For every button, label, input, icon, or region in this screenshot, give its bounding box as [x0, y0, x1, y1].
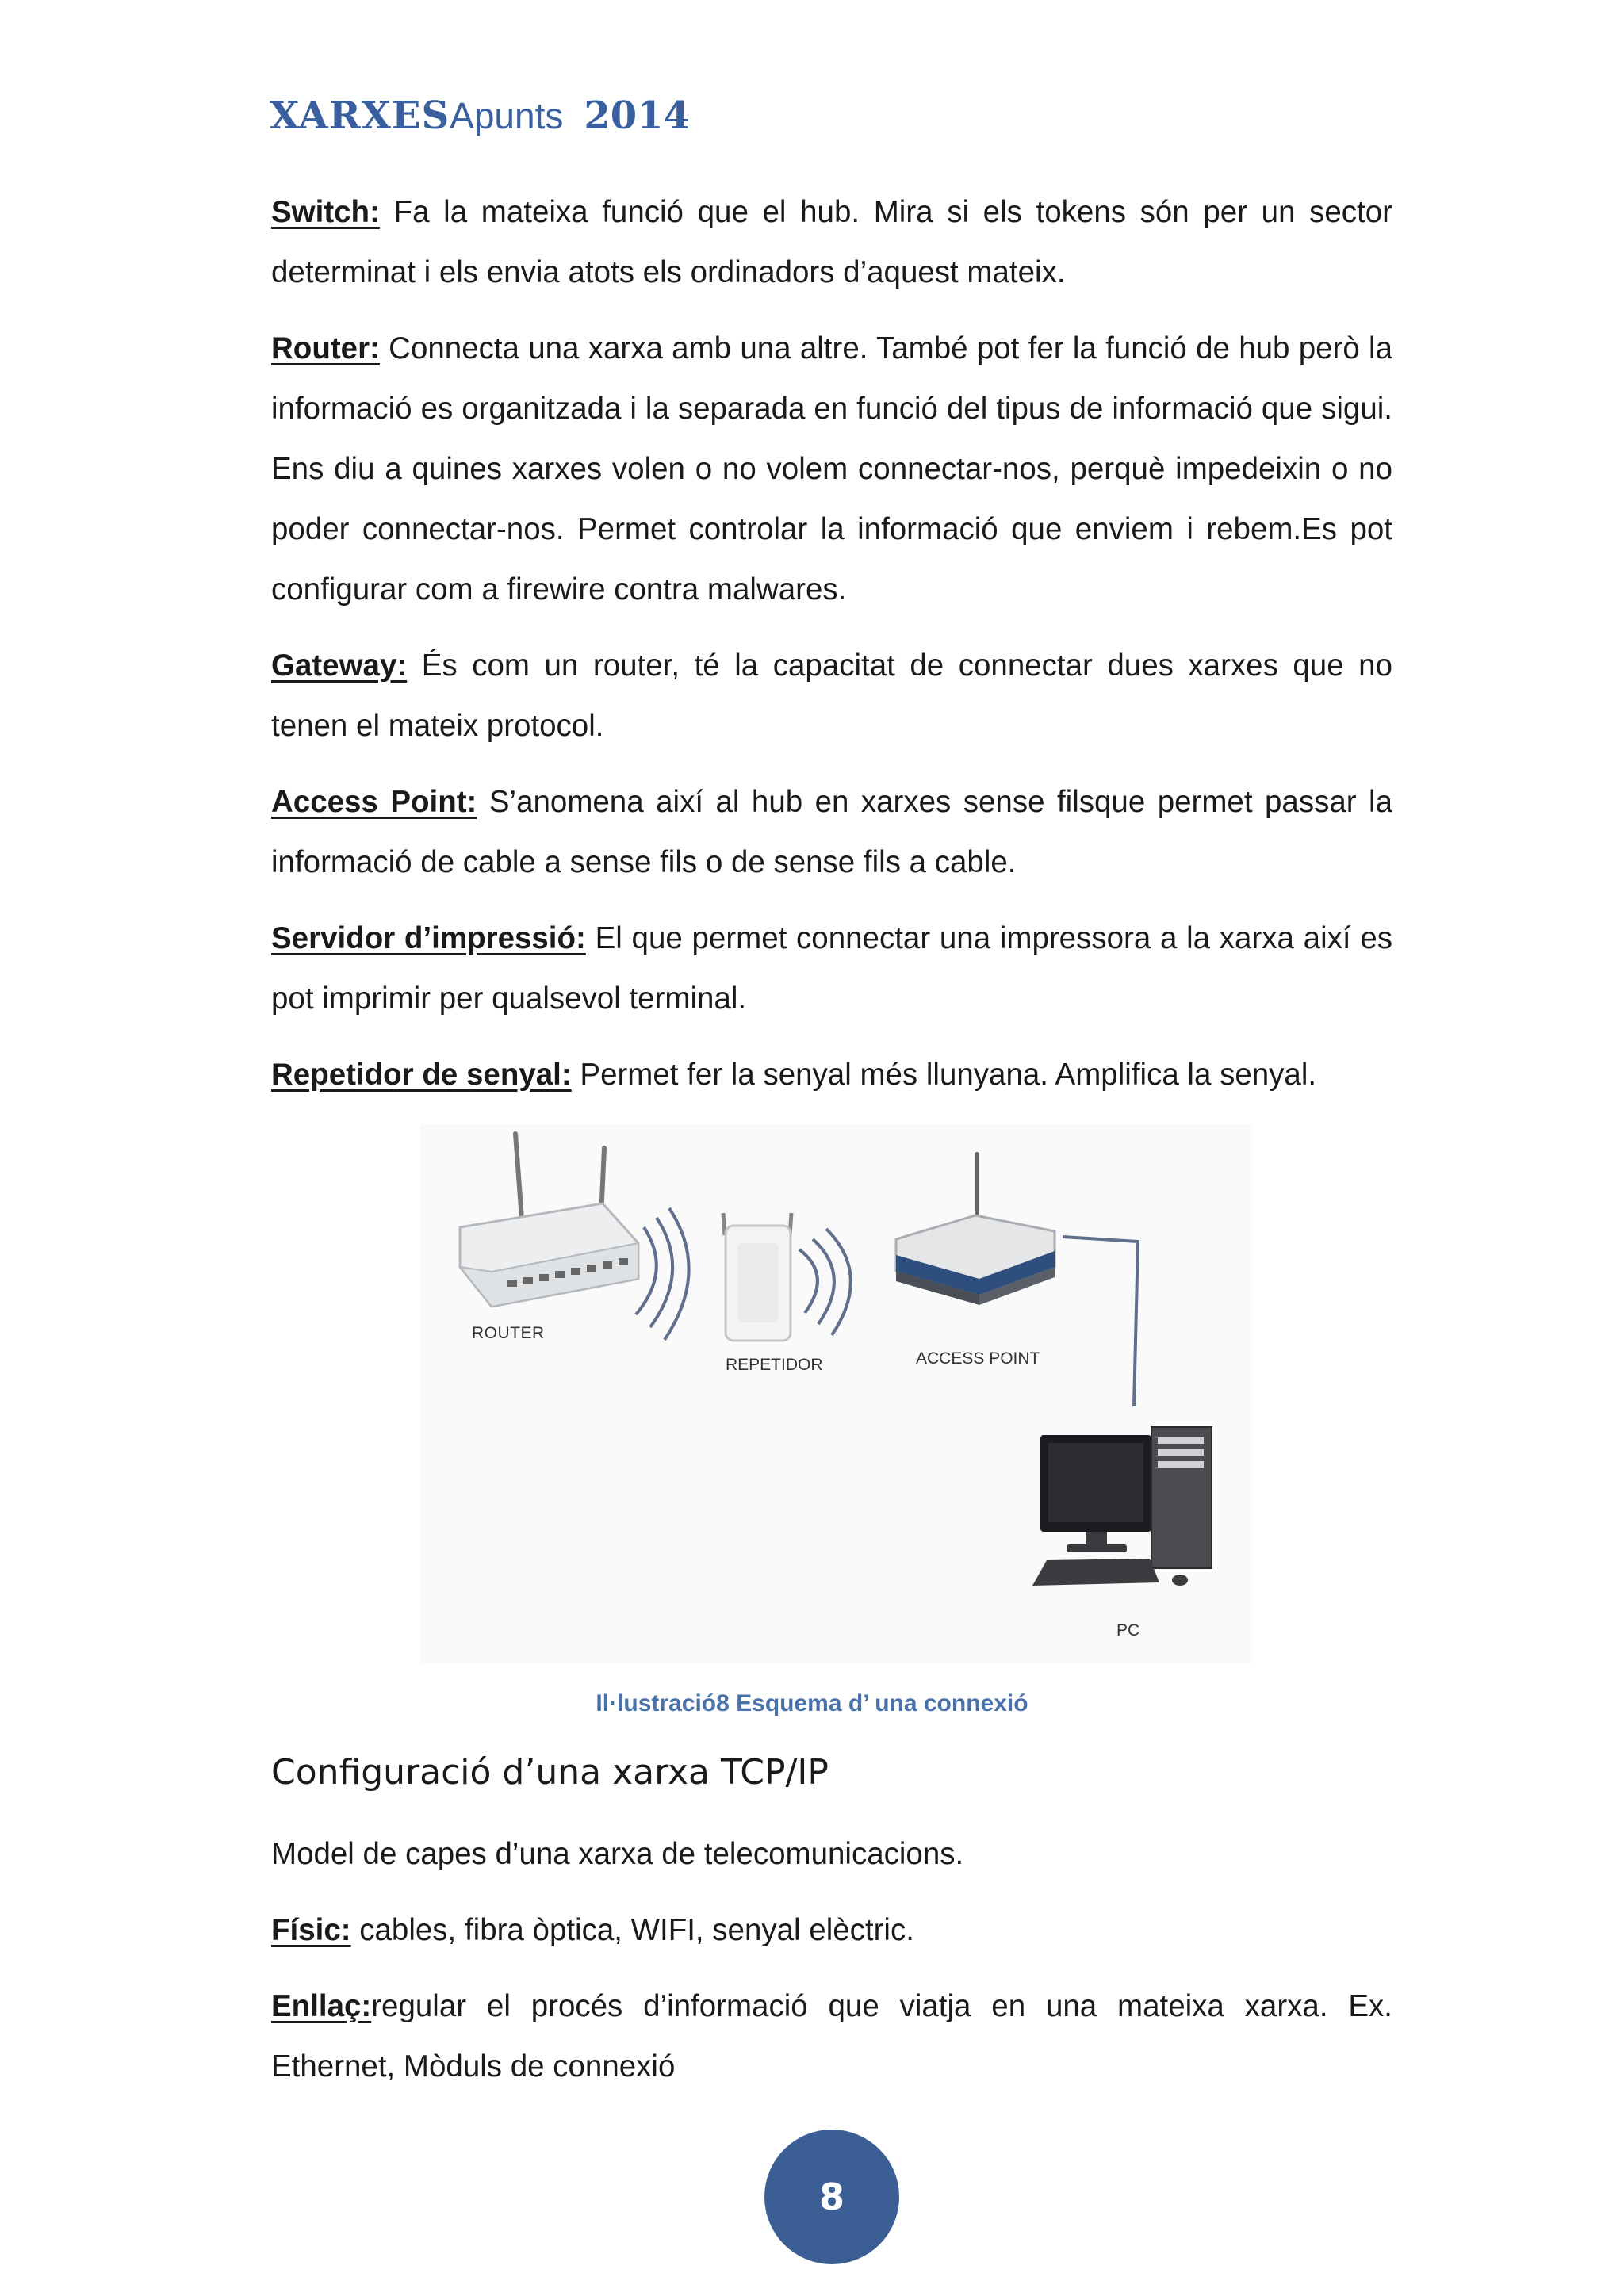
definition-access-point — [271, 772, 1392, 893]
definition-text: cables, fibra òptica, WIFI, senyal elèctric. — [350, 1913, 914, 1947]
wireless-signal-icon — [799, 1229, 851, 1335]
section-intro: Model de capes d’una xarxa de telecomunicacions. — [271, 1837, 964, 1871]
header-brand: XARXES — [270, 94, 450, 138]
term-label: Access Point: — [271, 785, 477, 819]
term-label: Gateway: — [271, 649, 408, 683]
header-year: 2014 — [584, 94, 690, 138]
term-label: Físic: — [271, 1913, 351, 1947]
connection-diagram — [420, 1124, 1253, 1663]
definitions-list — [271, 182, 1392, 1121]
figure-caption: Il·lustració8 Esquema d’ una connexió — [596, 1690, 1028, 1716]
router-icon — [460, 1134, 638, 1307]
definition-text: El que permet connectar una impressora a la xarxa així es pot imprimir per qualsevol terminal. — [271, 921, 1392, 1016]
term-label: Servidor d’impressió: — [271, 921, 586, 955]
header-subtitle: Apunts — [450, 95, 564, 136]
layer-link — [271, 1976, 1392, 2097]
definition-repeater — [271, 1045, 1392, 1105]
repeater-icon — [723, 1213, 791, 1341]
diagram-drawing — [420, 1124, 1253, 1663]
definition-text: Fa la mateixa funció que el hub. Mira si els tokens són per un sector determinat i els envia atots els ordinadors d’aquest mateix. — [271, 195, 1392, 289]
access-point-label: ACCESS POINT — [916, 1349, 1040, 1368]
page-header — [270, 94, 690, 138]
term-label: Enllaç: — [271, 1989, 372, 2023]
wireless-signal-icon — [636, 1208, 689, 1340]
pc-label: PC — [1116, 1621, 1140, 1640]
pc-icon — [1032, 1427, 1212, 1586]
page-number-badge: 8 — [764, 2130, 899, 2264]
repeater-label: REPETIDOR — [726, 1356, 823, 1374]
section-heading: Configuració d’una xarxa TCP/IP — [271, 1752, 829, 1793]
definition-text: És com un router, té la capacitat de connectar dues xarxes que no tenen el mateix protocol. — [271, 649, 1392, 743]
definition-text: Connecta una xarxa amb una altre. També pot fer la funció de hub però la informació es organitzada i la separada en funció del tipus de informació que sigui. Ens diu a quines xarxes volen o no volem connectar-nos, perquè impedeixin o no poder connectar-nos. Permet controlar la informació que enviem i rebem.Es pot configurar com a firewire contra malwares. — [271, 331, 1392, 607]
definition-gateway — [271, 636, 1392, 756]
network-cable — [1063, 1237, 1138, 1406]
layer-physical — [271, 1900, 1392, 1961]
term-label: Switch: — [271, 195, 380, 229]
term-label: Repetidor de senyal: — [271, 1058, 572, 1092]
definition-switch — [271, 182, 1392, 303]
access-point-icon — [896, 1154, 1055, 1305]
definition-text: regular el procés d’informació que viatja en una mateixa xarxa. Ex. Ethernet, Mòduls de connexió — [271, 1989, 1392, 2084]
term-label: Router: — [271, 331, 380, 365]
router-label: ROUTER — [472, 1324, 545, 1342]
definition-print-server — [271, 909, 1392, 1029]
section-body — [271, 1824, 1392, 2113]
definition-text: S’anomena així al hub en xarxes sense filsque permet passar la informació de cable a sense fils o de sense fils a cable. — [271, 785, 1392, 879]
definition-router — [271, 319, 1392, 620]
definition-text: Permet fer la senyal més llunyana. Amplifica la senyal. — [571, 1058, 1317, 1092]
